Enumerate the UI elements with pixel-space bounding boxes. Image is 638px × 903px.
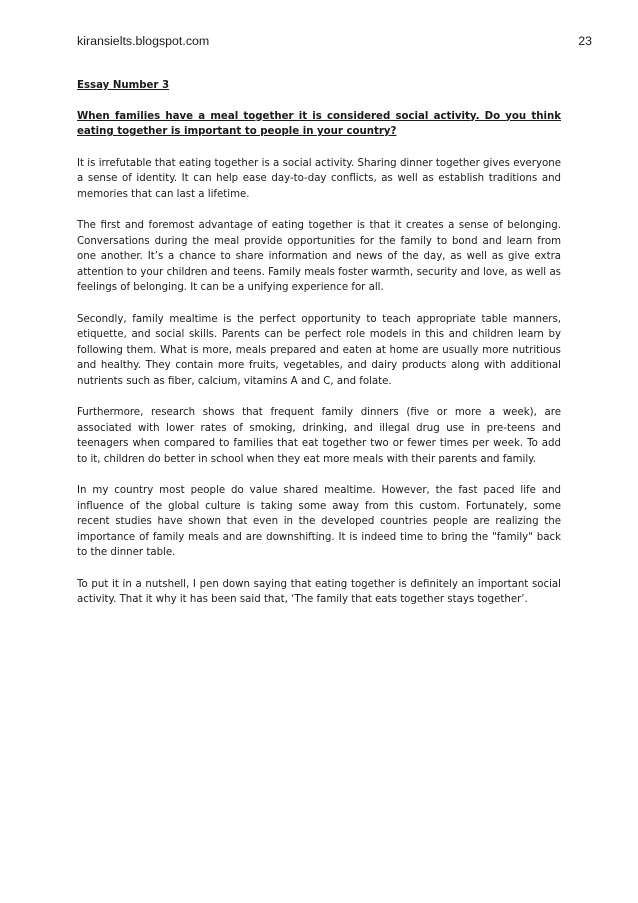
paragraph-conclusion: To put it in a nutshell, I pen down saying that eating together is definitely an important social activity. That it why it has been said that, ‘The family that eats together stays together’.: [77, 578, 561, 605]
paragraph-research: Furthermore, research shows that frequent family dinners (five or more a week), are associated with lower rates of smoking, drinking, and illegal drug use in pre-teens and teenagers when compared to families that eat together two or fewer times per week. To add to it, children do better in school when they eat more meals with their parents and family.: [77, 407, 561, 465]
paragraph-manners: Secondly, family mealtime is the perfect opportunity to teach appropriate table manners, etiquette, and social skills. Parents can be perfect role models in this and children learn by following them. What is more, meals prepared and eaten at home are usually more nutritious and healthy. They contain more fruits, vegetables, and dairy products along with additional nutrients such as fiber, calcium, vitamins A and C, and folate.: [77, 313, 561, 387]
page-header: [77, 34, 592, 48]
site-url: kiransielts.blogspot.com: [77, 34, 210, 48]
paragraph-belonging: The first and foremost advantage of eating together is that it creates a sense of belonging. Conversations during the meal provide opportunities for the family to bond and learn from one another. It’s a chance to share information and news of the day, as well as give extra attention to your children and teens. Family meals foster warmth, security and love, as well as feelings of belonging. It can be a unifying experience for all.: [77, 220, 561, 293]
essay-title: Essay Number 3: [77, 80, 170, 91]
paragraph-my-country: In my country most people do value shared mealtime. However, the fast paced life and influence of the global culture is taking some away from this custom. Fortunately, some recent studies have shown that even in the developed countries people are realizing the importance of family meals and are downshifting. It is indeed time to bring the "family" back to the dinner table.: [77, 485, 561, 558]
page-number: 23: [578, 34, 592, 48]
essay-question: When families have a meal together it is considered social activity. Do you think eating together is important to people in your country?: [77, 110, 561, 137]
paragraph-introduction: It is irrefutable that eating together is a social activity. Sharing dinner together gives everyone a sense of identity. It can help ease day-to-day conflicts, as well as establish traditions and memories that can last a lifetime.: [77, 157, 561, 200]
essay-body: [77, 78, 561, 624]
